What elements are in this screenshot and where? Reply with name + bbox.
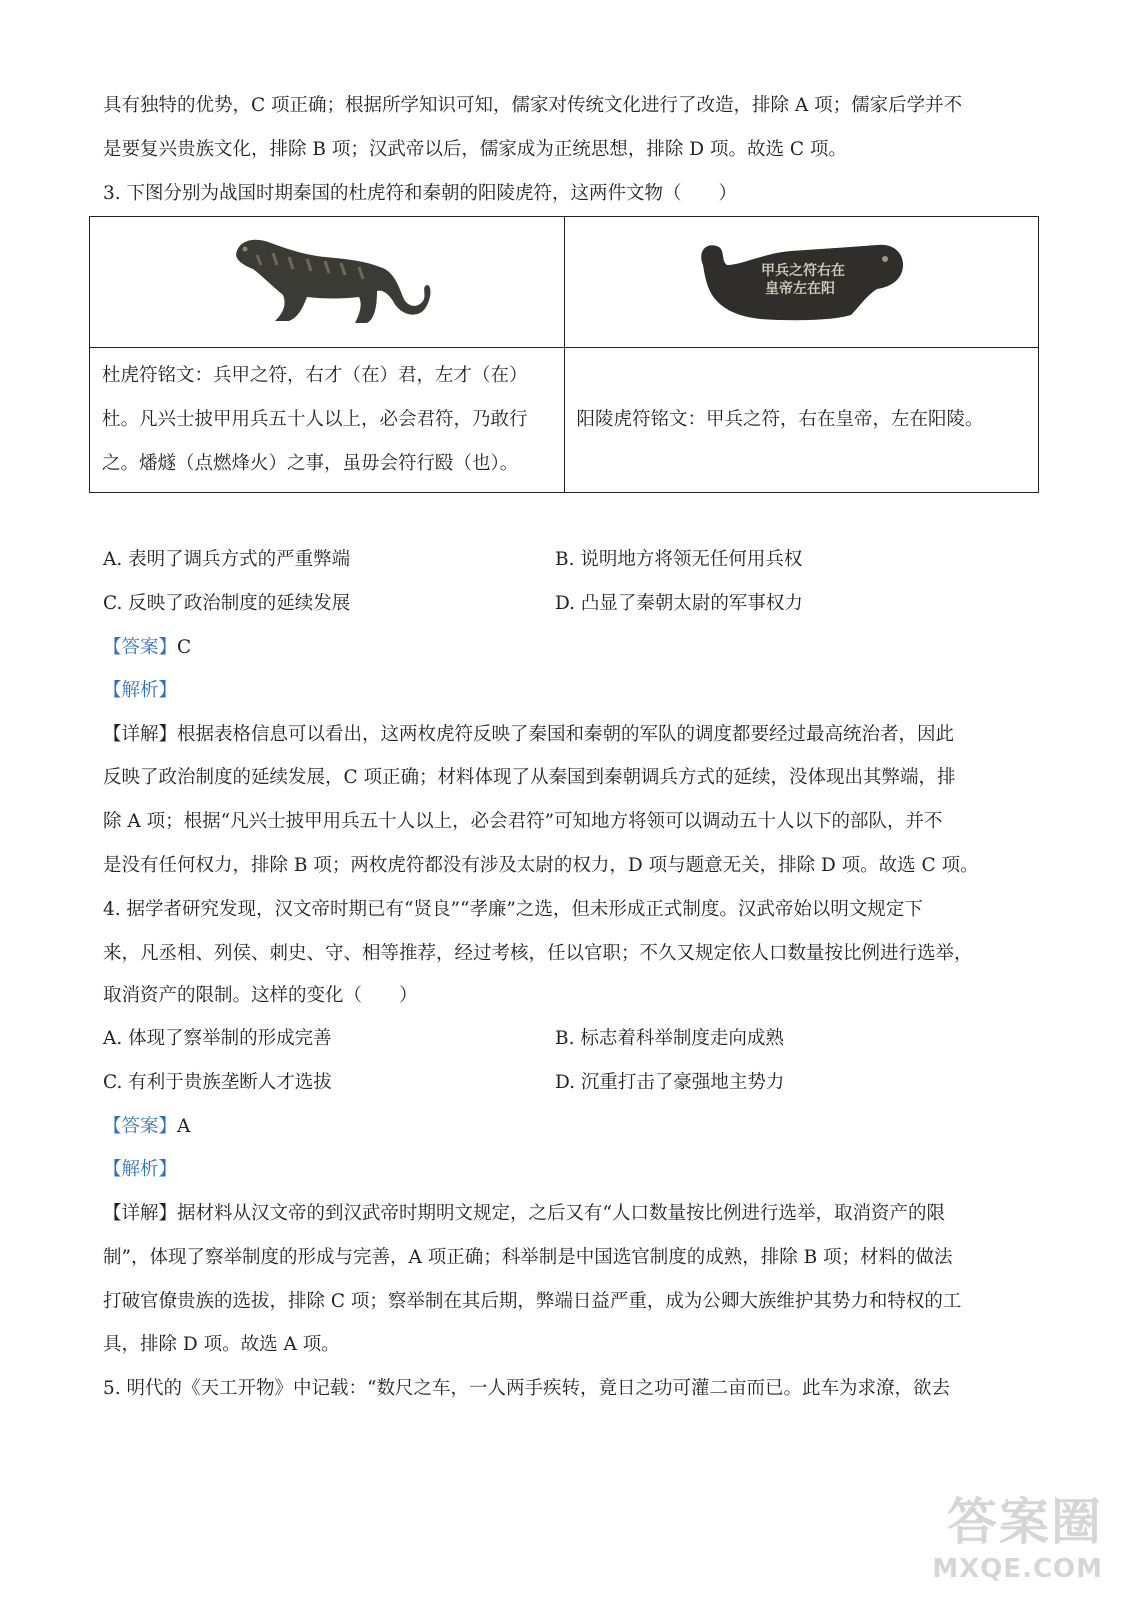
q3-answer-tag: 【答案】 xyxy=(103,637,178,658)
du-tiger-tally-image xyxy=(217,225,437,335)
q3-detail-text-1: 根据表格信息可以看出，这两枚虎符反映了秦国和秦朝的军队的调度都要经过最高统治者，因此 xyxy=(177,724,955,745)
watermark-logo-text: 答案圈 xyxy=(947,1493,1103,1551)
du-tiger-inscription-line-2: 杜。凡兴士披甲用兵五十人以上，必会君符，乃敢行 xyxy=(102,409,528,430)
q4-option-c: C. 有利于贵族垄断人才选拔 xyxy=(103,1072,332,1093)
q4-stem-line-1: 4. 据学者研究发现，汉文帝时期已有“贤良”“孝廉”之选，但未形成正式制度。汉武帝始以明文规定下 xyxy=(103,899,923,920)
q4-stem-line-3: 取消资产的限制。这样的变化（ ） xyxy=(103,985,418,1006)
q4-detail-line-2: 制”，体现了察举制度的形成与完善，A 项正确；科举制是中国选官制度的成熟，排除 B 项；材料的做法 xyxy=(103,1247,953,1268)
q3-detail-line-2: 反映了政治制度的延续发展，C 项正确；材料体现了从秦国到秦朝调兵方式的延续，没体现出其弊端，排 xyxy=(103,767,956,788)
q4-detail-line-1 xyxy=(103,1200,945,1228)
q3-stem: 3. 下图分别为战国时期秦国的杜虎符和秦朝的阳陵虎符，这两件文物（ ） xyxy=(103,183,738,204)
q3-detail-tag: 【详解】 xyxy=(103,724,178,745)
q4-stem-line-2: 来，凡丞相、列侯、刺史、守、相等推荐，经过考核，任以官职；不久又规定依人口数量按比例进行选举， xyxy=(103,943,973,964)
q3-option-a: A. 表明了调兵方式的严重弊端 xyxy=(103,549,351,570)
q4-answer-value: A xyxy=(177,1116,191,1137)
q4-option-d: D. 沉重打击了豪强地主势力 xyxy=(555,1072,785,1093)
q3-analysis-tag xyxy=(103,677,177,705)
intro-line-2: 是要复兴贵族文化，排除 B 项；汉武帝以后，儒家成为正统思想，排除 D 项。故选 C 项。 xyxy=(103,139,847,160)
site-watermark xyxy=(932,1482,1103,1584)
q4-detail-tag: 【详解】 xyxy=(103,1203,178,1224)
q4-option-b: B. 标志着科举制度走向成熟 xyxy=(555,1028,784,1049)
q4-analysis-label: 【解析】 xyxy=(103,1159,178,1180)
q4-detail-line-3: 打破官僚贵族的选拔，排除 C 项；察举制在其后期，弊端日益严重，成为公卿大族维护其势力和特权的工 xyxy=(103,1291,962,1312)
svg-text:皇帝左在阳: 皇帝左在阳 xyxy=(765,280,836,297)
yangling-tiger-tally-image xyxy=(681,225,921,335)
q3-detail-line-3: 除 A 项；根据“凡兴士披甲用兵五十人以上，必会君符”可知地方将领可以调动五十人以下的部队，并不 xyxy=(103,811,943,832)
q4-answer xyxy=(103,1113,190,1141)
intro-line-1: 具有独特的优势，C 项正确；根据所学知识可知，儒家对传统文化进行了改造，排除 A 项；儒家后学并不 xyxy=(103,95,963,116)
q4-answer-tag: 【答案】 xyxy=(103,1116,178,1137)
du-tiger-inscription xyxy=(90,348,565,493)
yangling-tiger-inscription: 阳陵虎符铭文：甲兵之符，右在皇帝，左在阳陵。 xyxy=(564,348,1039,493)
q3-analysis-label: 【解析】 xyxy=(103,680,178,701)
du-tiger-inscription-line-1: 杜虎符铭文：兵甲之符，右才（在）君，左才（在） xyxy=(102,365,528,386)
q3-answer xyxy=(103,634,191,662)
du-tiger-image-cell xyxy=(90,217,565,348)
q3-detail-line-1 xyxy=(103,721,954,749)
q4-option-a: A. 体现了察举制的形成完善 xyxy=(103,1028,332,1049)
q5-stem: 5. 明代的《天工开物》中记载：“数尺之车，一人两手疾转，竟日之功可灌二亩而已。此车为求潦，欲去 xyxy=(103,1378,950,1399)
relic-table xyxy=(89,216,1039,493)
q4-detail-text-1: 据材料从汉文帝的到汉武帝时期明文规定，之后又有“人口数量按比例进行选举，取消资产的限 xyxy=(177,1203,945,1224)
q3-option-c: C. 反映了政治制度的延续发展 xyxy=(103,593,351,614)
q4-detail-line-4: 具，排除 D 项。故选 A 项。 xyxy=(103,1334,340,1355)
q4-analysis-tag xyxy=(103,1156,177,1184)
q3-detail-line-4: 是没有任何权力，排除 B 项；两枚虎符都没有涉及太尉的权力，D 项与题意无关，排除 D 项。故选 C 项。 xyxy=(103,855,979,876)
q3-option-d: D. 凸显了秦朝太尉的军事权力 xyxy=(555,593,803,614)
yangling-tiger-image-cell xyxy=(564,217,1039,348)
q3-answer-value: C xyxy=(177,637,192,658)
watermark-url: MXQE.COM xyxy=(932,1554,1103,1584)
svg-text:甲兵之符右在: 甲兵之符右在 xyxy=(761,262,846,279)
q3-option-b: B. 说明地方将领无任何用兵权 xyxy=(555,549,803,570)
du-tiger-inscription-line-3: 之。燔燧（点燃烽火）之事，虽毋会符行殹（也）。 xyxy=(102,453,519,474)
